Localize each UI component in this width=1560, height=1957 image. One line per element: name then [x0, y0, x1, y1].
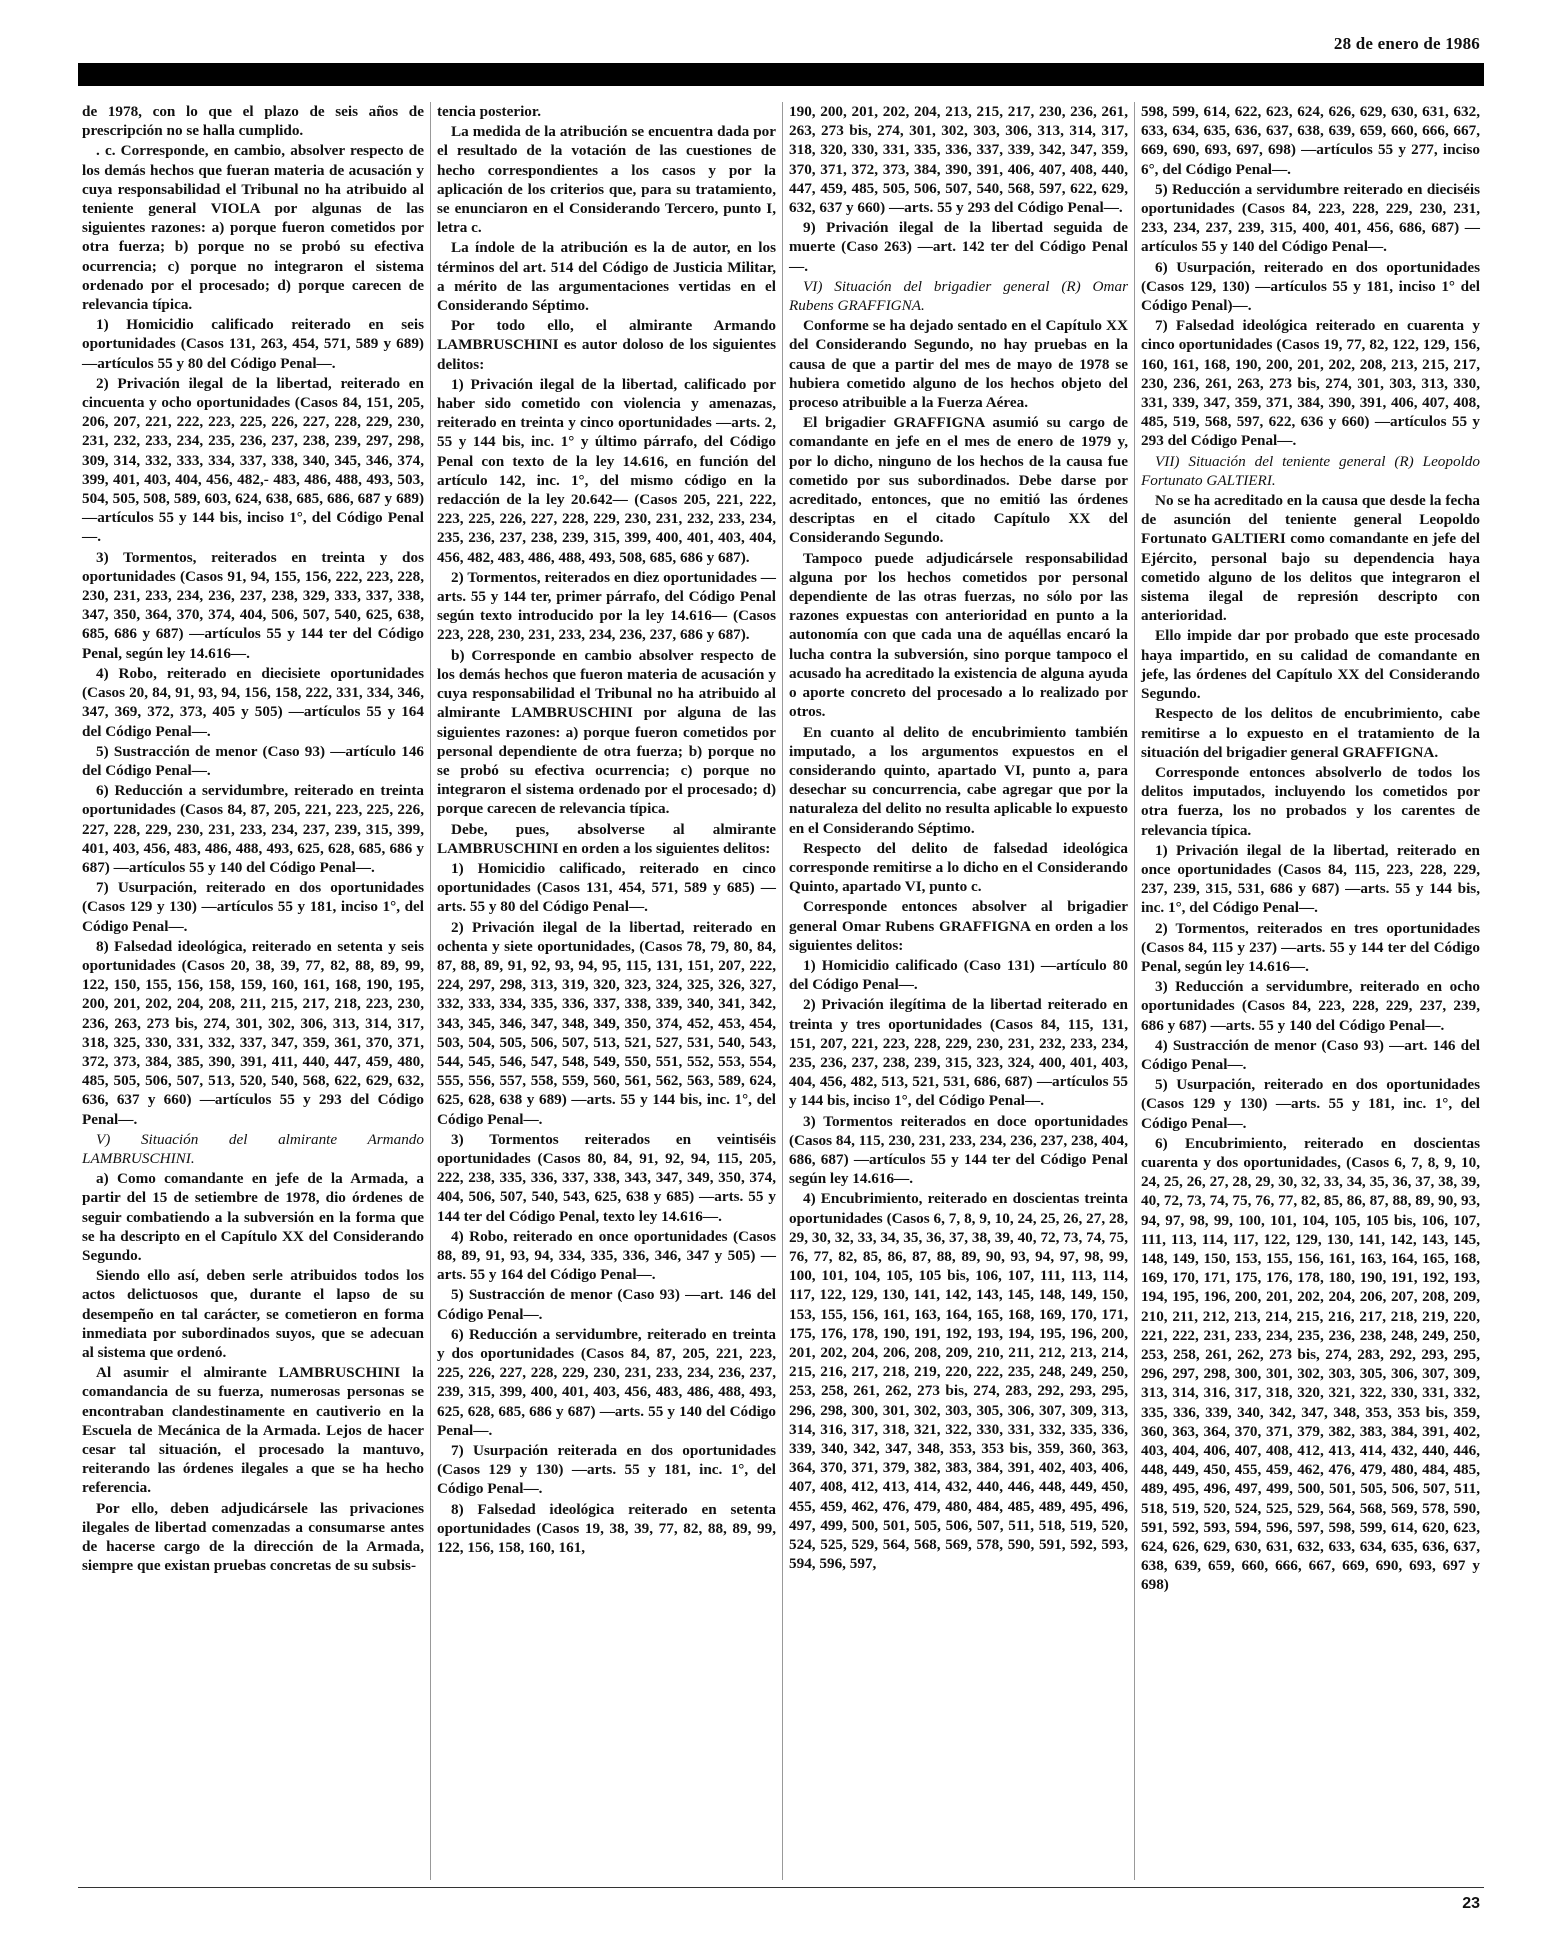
paragraph: 2) Privación ilegal de la libertad, reiterado en ochenta y siete oportunidades, (Casos 78, 79, 80, 84, 87, 88, 89, 91, 92, 93, 94, 95, 115, 131, 151, 207, 222, 224, 297, 298, 313, 319, 320, 323, 324, 325, 326, 327, 332, 333, 334, 335, 336, 337, 338, 339, 340, 341, 342, 343, 345, 346, 347, 348, 349, 350, 374, 452, 453, 454, 503, 504, 505, 506, 507, 513, 521, 527, 531, 540, 543, 544, 545, 546, 547, 548, 549, 550, 551, 552, 553, 554, 555, 556, 557, 558, 559, 560, 561, 562, 563, 589, 624, 625, 628, 638 y 689) —arts. 55 y 144 bis, inc. 1°, del Código Penal—.	[437, 918, 776, 1128]
paragraph: 6) Usurpación, reiterado en dos oportunidades (Casos 129, 130) —artículos 55 y 181, inciso 1° del Código Penal)—.	[1141, 258, 1480, 315]
paragraph: 4) Sustracción de menor (Caso 93) —art. 146 del Código Penal—.	[1141, 1036, 1480, 1073]
paragraph: 1) Privación ilegal de la libertad, reiterado en once oportunidades (Casos 84, 115, 223, 228, 229, 237, 239, 315, 531, 686 y 687) —arts. 55 y 144 bis, inc. 1°, del Código Penal—.	[1141, 841, 1480, 917]
paragraph: Respecto del delito de falsedad ideológica corresponde remitirse a lo dicho en el Considerando Quinto, apartado VI, punto c.	[789, 839, 1128, 896]
paragraph: 190, 200, 201, 202, 204, 213, 215, 217, 230, 236, 261, 263, 273 bis, 274, 301, 302, 303, 306, 313, 314, 317, 318, 320, 330, 331, 335, 336, 337, 339, 342, 347, 359, 370, 371, 372, 373, 384, 390, 391, 406, 407, 408, 440, 447, 459, 485, 505, 506, 507, 540, 568, 597, 622, 629, 632, 637 y 660) —arts. 55 y 293 del Código Penal—.	[789, 103, 1128, 217]
paragraph: 9) Privación ilegal de la libertad seguida de muerte (Caso 263) —art. 142 ter del Código Penal—.	[789, 219, 1128, 275]
paragraph: 2) Tormentos, reiterados en tres oportunidades (Casos 84, 115 y 237) —arts. 55 y 144 ter del Código Penal, según ley 14.616—.	[1141, 919, 1480, 975]
paragraph: a) Como comandante en jefe de la Armada, a partir del 15 de setiembre de 1978, dio órdenes de seguir combatiendo a la subversión en la forma que se ha descripto en el Capítulo XX del Considerando Segundo.	[82, 1170, 424, 1264]
page-number: 23	[1462, 1895, 1480, 1912]
paragraph: VII) Situación del teniente general (R) Leopoldo Fortunato GALTIERI.	[1141, 452, 1480, 489]
paragraph: 5) Sustracción de menor (Caso 93) —artículo 146 del Código Penal—.	[82, 742, 424, 779]
paragraph: 8) Falsedad ideológica reiterado en setenta oportunidades (Casos 19, 38, 39, 77, 82, 88, 89, 99, 122, 156, 158, 160, 161,	[437, 1500, 776, 1557]
paragraph: 7) Usurpación, reiterado en dos oportunidades (Casos 129 y 130) —artículos 55 y 181, inciso 1°, del Código Penal—.	[82, 879, 424, 935]
paragraph: Corresponde entonces absolver al brigadier general Omar Rubens GRAFFIGNA en orden a los siguientes delitos:	[789, 898, 1128, 954]
column-2	[430, 102, 782, 1880]
paragraph: 2) Privación ilegal de la libertad, reiterado en cincuenta y ocho oportunidades (Casos 84, 151, 205, 206, 207, 221, 222, 223, 225, 226, 227, 228, 229, 230, 231, 232, 233, 234, 235, 236, 237, 238, 239, 297, 298, 309, 314, 332, 333, 334, 337, 338, 340, 345, 346, 374, 399, 401, 403, 404, 456, 482,- 483, 486, 488, 493, 503, 504, 505, 508, 589, 603, 624, 638, 685, 686, 687 y 689) —artículos 55 y 144 bis, inciso 1°, del Código Penal—.	[82, 374, 424, 546]
paragraph: Siendo ello así, deben serle atribuidos todos los actos delictuosos que, durante el lapso de su desempeño en tal carácter, se cometieron en forma inmediata por subordinados suyos, que se adecuan al sistema que ordenó.	[82, 1267, 424, 1361]
paragraph: 5) Sustracción de menor (Caso 93) —art. 146 del Código Penal—.	[437, 1286, 776, 1323]
paragraph: No se ha acreditado en la causa que desde la fecha de asunción del teniente general Leopoldo Fortunato GALTIERI como comandante en jefe del Ejército, personal bajo su dependencia haya cometido alguno de los delitos que integraron el sistema ilegal de represión descripto con anterioridad.	[1141, 492, 1480, 625]
paragraph: 8) Falsedad ideológica, reiterado en setenta y seis oportunidades (Casos 20, 38, 39, 77, 82, 88, 89, 99, 122, 150, 155, 156, 158, 159, 160, 161, 168, 190, 195, 200, 201, 202, 204, 208, 211, 215, 217, 218, 223, 230, 236, 263, 273 bis, 274, 301, 302, 306, 313, 314, 317, 318, 325, 330, 331, 332, 337, 347, 359, 361, 370, 371, 372, 373, 384, 385, 390, 391, 411, 440, 447, 459, 480, 485, 505, 506, 507, 513, 520, 540, 568, 622, 629, 632, 636, 637 y 660) —artículos 55 y 293 del Código Penal—.	[82, 937, 424, 1128]
paragraph: Corresponde entonces absolverlo de todos los delitos imputados, incluyendo los cometidos por otra fuerza, los no probados y los carentes de relevancia típica.	[1141, 763, 1480, 839]
footer-rule	[78, 1887, 1484, 1888]
paragraph: En cuanto al delito de encubrimiento también imputado, a los argumentos expuestos en el considerando quinto, apartado VI, punto a, para desechar su concurrencia, cabe agregar que por la naturaleza del delito no resulta aplicable lo expuesto en el Considerando Séptimo.	[789, 723, 1128, 837]
paragraph: 3) Tormentos reiterados en veintiséis oportunidades (Casos 80, 84, 91, 92, 94, 115, 205, 222, 238, 335, 336, 337, 338, 343, 347, 349, 350, 374, 404, 506, 507, 540, 543, 625, 638 y 685) —arts. 55 y 144 ter del Código Penal, texto ley 14.616—.	[437, 1130, 776, 1225]
paragraph: Al asumir el almirante LAMBRUSCHINI la comandancia de su fuerza, numerosas personas se encontraban clandestinamente en cautiverio en la Escuela de Mecánica de la Armada. Lejos de hacer cesar tal situación, el procesado la mantuvo, reiterando las órdenes ilegales a que se ha hecho referencia.	[82, 1364, 424, 1497]
paragraph: 7) Falsedad ideológica reiterado en cuarenta y cinco oportunidades (Casos 19, 77, 82, 122, 129, 156, 160, 161, 168, 190, 200, 201, 202, 208, 213, 215, 217, 230, 236, 261, 263, 273 bis, 274, 301, 303, 313, 330, 331, 339, 347, 359, 371, 384, 390, 391, 406, 407, 408, 485, 519, 568, 597, 622, 636 y 660) —artículos 55 y 293 del Código Penal—.	[1141, 317, 1480, 450]
paragraph: 1) Homicidio calificado reiterado en seis oportunidades (Casos 131, 263, 454, 571, 589 y 689) —artículos 55 y 80 del Código Penal—.	[82, 316, 424, 372]
paragraph: La índole de la atribución es la de autor, en los términos del art. 514 del Código de Justicia Militar, a mérito de las argumentaciones vertidas en el Considerando Séptimo.	[437, 239, 776, 315]
paragraph: 3) Tormentos reiterados en doce oportunidades (Casos 84, 115, 230, 231, 233, 234, 236, 237, 238, 404, 686, 687) —artículos 55 y 144 ter del Código Penal según ley 14.616—.	[789, 1112, 1128, 1188]
paragraph: La medida de la atribución se encuentra dada por el resultado de la votación de las cuestiones de hecho correspondientes a los casos y por la aplicación de los criterios que, para su tratamiento, se enunciaron en el Considerando Tercero, punto I, letra c.	[437, 123, 776, 237]
paragraph: de 1978, con lo que el plazo de seis años de prescripción no se halla cumplido.	[82, 103, 424, 140]
paragraph: 1) Privación ilegal de la libertad, calificado por haber sido cometido con violencia y amenazas, reiterado en treinta y cinco oportunidades —arts. 2, 55 y 144 bis, inc. 1° y último párrafo, del Código Penal con texto de la ley 14.616, en función del artículo 142, inc. 1°, del mismo código en la redacción de la ley 20.642— (Casos 205, 221, 222, 223, 225, 226, 227, 228, 229, 230, 231, 232, 233, 234, 235, 236, 237, 238, 239, 315, 399, 400, 401, 403, 404, 456, 482, 483, 486, 488, 493, 508, 685, 686 y 687).	[437, 375, 776, 566]
paragraph: 4) Robo, reiterado en once oportunidades (Casos 88, 89, 91, 93, 94, 334, 335, 336, 346, 347 y 505) —arts. 55 y 164 del Código Penal—.	[437, 1227, 776, 1284]
paragraph: b) Corresponde en cambio absolver respecto de los demás hechos que fueron materia de acusación y cuya responsabilidad el Tribunal no ha atribuido al almirante LAMBRUSCHINI por alguna de las siguientes razones: a) porque fueron cometidos por personal dependiente de otra fuerza; b) porque no se probó su efectiva ocurrencia; c) porque no integraron el sistema ordenado por el procesado; d) porque carecen de relevancia típica.	[437, 646, 776, 818]
paragraph: Debe, pues, absolverse al almirante LAMBRUSCHINI en orden a los siguientes delitos:	[437, 820, 776, 857]
paragraph: 6) Reducción a servidumbre, reiterado en treinta oportunidades (Casos 84, 87, 205, 221, 223, 225, 226, 227, 228, 229, 230, 231, 233, 234, 237, 239, 315, 399, 401, 403, 456, 483, 486, 488, 493, 625, 628, 685, 686 y 687) —artículos 55 y 140 del Código Penal—.	[82, 782, 424, 876]
paragraph: 6) Reducción a servidumbre, reiterado en treinta y dos oportunidades (Casos 84, 87, 205, 221, 223, 225, 226, 227, 228, 229, 230, 231, 233, 234, 236, 237, 239, 315, 399, 400, 401, 403, 456, 483, 486, 488, 493, 625, 628, 685, 686 y 687) —arts. 55 y 140 del Código Penal—.	[437, 1325, 776, 1439]
paragraph: 2) Privación ilegítima de la libertad reiterado en treinta y tres oportunidades (Casos 84, 115, 131, 151, 207, 221, 223, 228, 229, 230, 231, 232, 233, 234, 235, 236, 237, 238, 239, 315, 323, 324, 400, 401, 403, 404, 456, 482, 513, 521, 531, 686, 687) —artículos 55 y 144 bis, inciso 1°, del Código Penal—.	[789, 996, 1128, 1110]
column-4	[1134, 102, 1486, 1880]
paragraph: 1) Homicidio calificado, reiterado en cinco oportunidades (Casos 131, 454, 571, 589 y 685) —arts. 55 y 80 del Código Penal—.	[437, 859, 776, 916]
paragraph: 4) Encubrimiento, reiterado en doscientas treinta oportunidades (Casos 6, 7, 8, 9, 10, 24, 25, 26, 27, 28, 29, 30, 32, 33, 34, 35, 36, 37, 38, 39, 40, 72, 73, 74, 75, 76, 77, 82, 85, 86, 87, 88, 89, 90, 93, 94, 97, 98, 99, 100, 101, 104, 105, 105 bis, 106, 107, 111, 113, 114, 117, 122, 129, 130, 141, 142, 143, 145, 148, 149, 150, 153, 155, 156, 161, 163, 164, 165, 168, 169, 170, 171, 175, 176, 178, 190, 191, 192, 193, 194, 195, 196, 200, 201, 202, 204, 206, 208, 209, 210, 211, 212, 213, 214, 215, 216, 217, 218, 219, 220, 222, 235, 248, 249, 250, 253, 258, 261, 262, 273 bis, 274, 283, 292, 293, 295, 296, 298, 300, 301, 302, 303, 305, 306, 307, 309, 313, 314, 316, 317, 318, 321, 322, 330, 331, 332, 335, 336, 339, 340, 342, 347, 348, 353, 353 bis, 359, 360, 363, 364, 370, 371, 379, 382, 383, 384, 391, 402, 403, 406, 407, 408, 412, 413, 414, 432, 440, 446, 448, 449, 450, 455, 459, 462, 476, 479, 480, 484, 485, 489, 495, 496, 497, 499, 500, 501, 505, 506, 507, 511, 518, 519, 520, 524, 525, 529, 564, 568, 569, 578, 590, 591, 592, 593, 594, 596, 597,	[789, 1190, 1128, 1573]
paragraph: Por ello, deben adjudicársele las privaciones ilegales de libertad comenzadas a consumarse antes de hacerse cargo de la dirección de la Armada, siempre que existan pruebas concretas de su subsis-	[82, 1499, 424, 1575]
paragraph: 3) Tormentos, reiterados en treinta y dos oportunidades (Casos 91, 94, 155, 156, 222, 223, 228, 230, 231, 233, 234, 236, 237, 238, 329, 333, 337, 338, 347, 350, 364, 370, 374, 404, 506, 507, 540, 625, 638, 685, 686 y 687) —artículos 55 y 144 ter del Código Penal, según ley 14.616—.	[82, 548, 424, 662]
column-1	[78, 102, 430, 1880]
paragraph: tencia posterior.	[437, 103, 542, 120]
paragraph: 5) Reducción a servidumbre reiterado en dieciséis oportunidades (Casos 84, 223, 228, 229, 230, 231, 233, 234, 237, 239, 315, 400, 401, 456, 686, 687) —artículos 55 y 140 del Código Penal—.	[1141, 180, 1480, 256]
header-rule	[78, 63, 1484, 86]
paragraph: . c. Corresponde, en cambio, absolver respecto de los demás hechos que fueran materia de acusación y cuya responsabilidad el Tribunal no ha atribuido al teniente general VIOLA por algunas de las siguientes razones: a) porque fueron cometidos por otra fuerza; b) porque no se probó su efectiva ocurrencia; c) porque no integraron el sistema ordenado por el procesado; d) porque carecen de relevancia típica.	[82, 142, 424, 314]
paragraph: Ello impide dar por probado que este procesado haya impartido, en su calidad de comandante en jefe, las órdenes del Capítulo XX del Considerando Segundo.	[1141, 627, 1480, 703]
paragraph: 2) Tormentos, reiterados en diez oportunidades —arts. 55 y 144 ter, primer párrafo, del Código Penal según texto introducido por la ley 14.616— (Casos 223, 228, 230, 231, 233, 234, 236, 237, 686 y 687).	[437, 568, 776, 644]
page-date: 28 de enero de 1986	[1333, 34, 1480, 53]
article-columns	[78, 102, 1486, 1880]
paragraph: El brigadier GRAFFIGNA asumió su cargo de comandante en jefe en el mes de enero de 1979 y, por lo dicho, ninguno de los hechos de la causa fue cometido por sus subordinados. Debe darse por acreditado, entonces, que no emitió las órdenes descriptas en el citado Capítulo XX del Considerando Segundo.	[789, 414, 1128, 547]
paragraph: 6) Encubrimiento, reiterado en doscientas cuarenta y dos oportunidades, (Casos 6, 7, 8, 9, 10, 24, 25, 26, 27, 28, 29, 30, 32, 33, 34, 35, 36, 37, 38, 39, 40, 72, 73, 74, 75, 76, 77, 82, 85, 86, 87, 88, 89, 90, 93, 94, 97, 98, 99, 100, 101, 104, 105, 105 bis, 106, 107, 111, 113, 114, 117, 122, 129, 130, 141, 142, 143, 145, 148, 149, 150, 153, 155, 156, 161, 163, 164, 165, 168, 169, 170, 171, 175, 176, 178, 180, 190, 191, 192, 193, 194, 195, 196, 200, 201, 202, 204, 206, 207, 208, 209, 210, 211, 212, 213, 214, 215, 216, 217, 218, 219, 220, 221, 222, 231, 233, 234, 235, 236, 238, 248, 249, 250, 253, 258, 261, 262, 273 bis, 274, 283, 292, 293, 295, 296, 297, 298, 300, 301, 302, 303, 305, 306, 307, 309, 313, 314, 316, 317, 318, 320, 321, 322, 330, 331, 332, 335, 336, 339, 340, 342, 347, 348, 353, 353 bis, 359, 360, 363, 364, 370, 371, 379, 382, 383, 384, 391, 402, 403, 404, 406, 407, 408, 412, 413, 414, 432, 440, 446, 448, 449, 450, 455, 459, 462, 476, 479, 480, 484, 485, 489, 495, 496, 497, 499, 500, 501, 505, 506, 507, 511, 518, 519, 520, 524, 525, 529, 564, 568, 569, 578, 590, 591, 592, 593, 594, 596, 597, 598, 599, 614, 620, 623, 624, 626, 629, 630, 631, 632, 633, 634, 635, 636, 637, 638, 639, 659, 660, 666, 667, 669, 690, 693, 697 y 698)	[1141, 1134, 1480, 1594]
paragraph: V) Situación del almirante Armando LAMBRUSCHINI.	[82, 1130, 424, 1167]
paragraph: 7) Usurpación reiterada en dos oportunidades (Casos 129 y 130) —arts. 55 y 181, inc. 1°, del Código Penal—.	[437, 1442, 776, 1498]
paragraph: 3) Reducción a servidumbre, reiterado en ocho oportunidades (Casos 84, 223, 228, 229, 237, 239, 686 y 687) —arts. 55 y 140 del Código Penal—.	[1141, 978, 1480, 1034]
paragraph: Por todo ello, el almirante Armando LAMBRUSCHINI es autor doloso de los siguientes delitos:	[437, 317, 776, 373]
column-3	[782, 102, 1134, 1880]
paragraph: 4) Robo, reiterado en diecisiete oportunidades (Casos 20, 84, 91, 93, 94, 156, 158, 222, 331, 334, 346, 347, 369, 372, 373, 405 y 505) —artículos 55 y 164 del Código Penal—.	[82, 664, 424, 740]
paragraph: 1) Homicidio calificado (Caso 131) —artículo 80 del Código Penal—.	[789, 956, 1128, 994]
paragraph: 5) Usurpación, reiterado en dos oportunidades (Casos 129 y 130) —arts. 55 y 181, inc. 1°, del Código Penal—.	[1141, 1076, 1480, 1132]
paragraph: Respecto de los delitos de encubrimiento, cabe remitirse a lo expuesto en el tratamiento de la situación del brigadier general GRAFFIGNA.	[1141, 705, 1480, 761]
paragraph: VI) Situación del brigadier general (R) Omar Rubens GRAFFIGNA.	[789, 277, 1128, 315]
paragraph: 598, 599, 614, 622, 623, 624, 626, 629, 630, 631, 632, 633, 634, 635, 636, 637, 638, 639, 659, 660, 666, 667, 669, 690, 693, 697, 698) —artículos 55 y 277, inciso 6°, del Código Penal—.	[1141, 103, 1480, 178]
paragraph: Conforme se ha dejado sentado en el Capítulo XX del Considerando Segundo, no hay pruebas en la causa de que a partir del mes de mayo de 1978 se hubiera cometido alguno de los hechos objeto del proceso atribuible a la Fuerza Aérea.	[789, 317, 1128, 412]
paragraph: Tampoco puede adjudicársele responsabilidad alguna por los hechos cometidos por personal dependiente de las otras fuerzas, no sólo por las razones expuestas con anterioridad en punto a la autonomía con que cada una de aquéllas encaró la lucha contra la subversión, sino porque tampoco el acusado ha acreditado la existencia de alguna ayuda o aporte concreto del procesado a lo realizado por otros.	[789, 549, 1128, 721]
